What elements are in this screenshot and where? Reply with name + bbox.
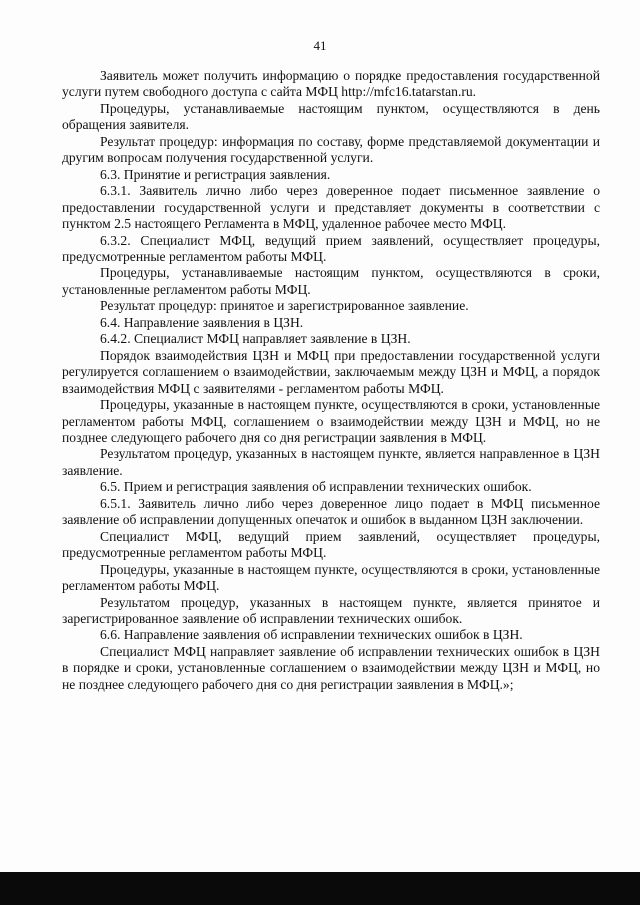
paragraph: Процедуры, устанавливаемые настоящим пунктом, осуществляются в сроки, установленные регламентом работы МФЦ. [62, 265, 600, 297]
section-heading: 6.4. Направление заявления в ЦЗН. [100, 314, 304, 330]
paragraph: Результатом процедур, указанных в настоящем пункте, является направленное в ЦЗН заявление. [62, 446, 600, 478]
scan-border [0, 872, 640, 905]
paragraph: Процедуры, указанные в настоящем пункте, осуществляются в сроки, установленные регламентом работы МФЦ, соглашением о взаимодействии между ЦЗН и МФЦ, но не позднее следующего рабочего дня со дня регистрации заявления в МФЦ. [62, 397, 600, 445]
paragraph: 6.4.2. Специалист МФЦ направляет заявление в ЦЗН. [100, 331, 411, 347]
paragraph: Процедуры, устанавливаемые настоящим пунктом, осуществляются в день обращения заявителя. [62, 100, 600, 133]
paragraph: Заявитель может получить информацию о порядке предоставления государственной услуги путем свободного доступа с сайта МФЦ http://mfc16.tatarstan.ru. [62, 68, 600, 100]
paragraph: 6.3.1. Заявитель лично либо через доверенное подает письменное заявление о предоставлении государственной услуги и представляет документы в соответствии с пунктом 2.5 настоящего Регламента в МФЦ, удаленное рабочее место МФЦ. [62, 183, 600, 232]
paragraph: Порядок взаимодействия ЦЗН и МФЦ при предоставлении государственной услуги регулируется соглашением о взаимодействии, заключаемым между ЦЗН и МФЦ, а порядок взаимодействия МФЦ с заявителями - регламентом работы МФЦ. [62, 347, 600, 396]
section-heading: 6.5. Прием и регистрация заявления об исправлении технических ошибок. [100, 479, 532, 495]
paragraph: Результат процедур: информация по составу, форме представляемой документации и другим вопросам получения государственной услуги. [62, 133, 600, 166]
paragraph: Специалист МФЦ направляет заявление об исправлении технических ошибок в ЦЗН в порядке и сроки, установленные соглашением о взаимодействии между ЦЗН и МФЦ, но не позднее следующего рабочего дня со дня регистрации заявления в МФЦ.»; [62, 643, 600, 692]
page-number: 41 [313, 38, 327, 53]
document-body [62, 68, 600, 693]
paragraph: Специалист МФЦ, ведущий прием заявлений, осуществляет процедуры, предусмотренные регламентом работы МФЦ. [62, 528, 600, 561]
section-heading: 6.3. Принятие и регистрация заявления. [100, 166, 331, 182]
paragraph: 6.5.1. Заявитель лично либо через доверенное лицо подает в МФЦ письменное заявление об исправлении допущенных опечаток и ошибок в выданном ЦЗН заключении. [62, 495, 600, 528]
section-heading: 6.6. Направление заявления об исправлении технических ошибок в ЦЗН. [100, 627, 523, 643]
paragraph: Результат процедур: принятое и зарегистрированное заявление. [100, 298, 469, 314]
paragraph: Процедуры, указанные в настоящем пункте, осуществляются в сроки, установленные регламентом работы МФЦ. [62, 561, 600, 594]
paragraph: 6.3.2. Специалист МФЦ, ведущий прием заявлений, осуществляет процедуры, предусмотренные регламентом работы МФЦ. [62, 232, 600, 264]
paragraph: Результатом процедур, указанных в настоящем пункте, является принятое и зарегистрированное заявление об исправлении технических ошибок. [62, 594, 600, 626]
